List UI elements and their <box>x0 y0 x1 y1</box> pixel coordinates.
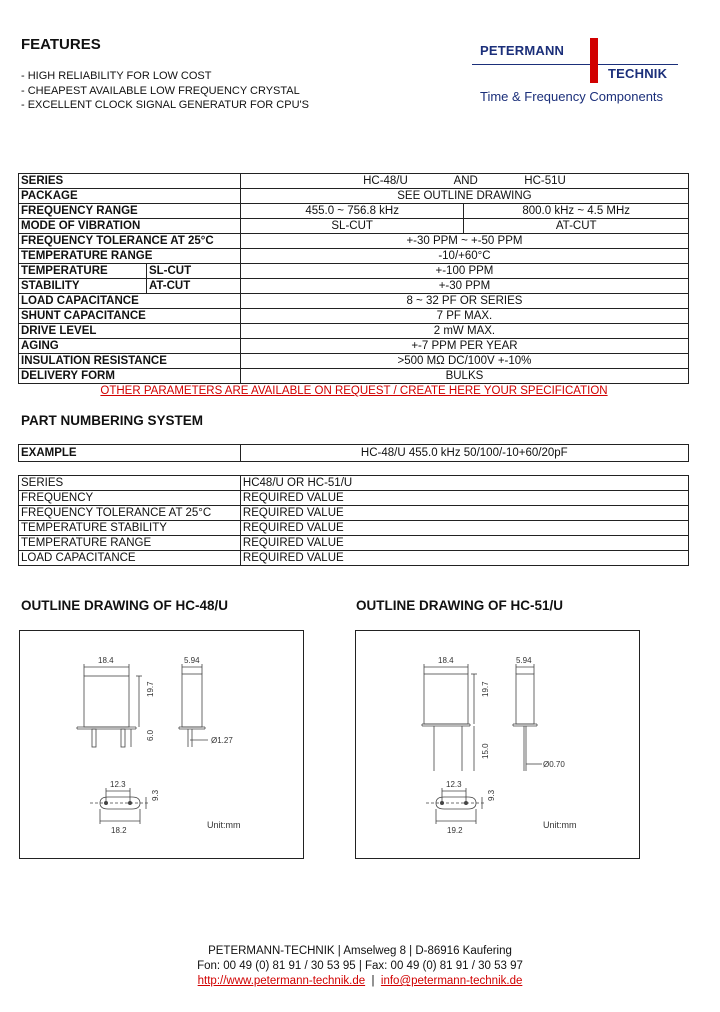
series-value: HC-48/U AND HC-51U <box>240 174 688 189</box>
table-row: MODE OF VIBRATION SL-CUT AT-CUT <box>19 219 689 234</box>
spec-table <box>18 173 689 384</box>
table-row <box>19 174 689 189</box>
dim-pitch: 12.3 <box>446 780 462 789</box>
table-row: DELIVERY FORM BULKS <box>19 369 689 384</box>
dim-foot-d: 9.3 <box>487 789 496 801</box>
logo-rule <box>472 64 678 65</box>
table-row: FREQUENCY TOLERANCE AT 25°C +-30 PPM ~ +-50 PPM <box>19 234 689 249</box>
outline-48-title: OUTLINE DRAWING OF HC-48/U <box>21 598 229 613</box>
table-row: FREQUENCY REQUIRED VALUE <box>19 491 689 506</box>
website-link[interactable]: http://www.petermann-technik.de <box>197 975 366 987</box>
request-link[interactable]: OTHER PARAMETERS ARE AVAILABLE ON REQUEST / CREATE HERE YOUR SPECIFICATION <box>100 385 608 397</box>
part-numbering-title: PART NUMBERING SYSTEM <box>21 413 204 428</box>
dim-foot-w: 19.2 <box>447 826 463 835</box>
logo-right-word: TECHNIK <box>608 66 668 81</box>
table-row: TEMPERATURE RANGE -10/+60°C <box>19 249 689 264</box>
dim-foot-w: 18.2 <box>111 826 127 835</box>
table-row: EXAMPLE HC-48/U 455.0 kHz 50/100/-10+60/20pF <box>19 445 689 462</box>
dim-foot-d: 9.3 <box>151 789 160 801</box>
feature-item: - EXCELLENT CLOCK SIGNAL GENERATUR FOR CPU'S <box>21 99 309 111</box>
table-row: SHUNT CAPACITANCE 7 PF MAX. <box>19 309 689 324</box>
outline-48-drawing <box>19 630 304 859</box>
table-row: DRIVE LEVEL 2 mW MAX. <box>19 324 689 339</box>
table-row: TEMPERATURE STABILITY REQUIRED VALUE <box>19 521 689 536</box>
table-row: FREQUENCY TOLERANCE AT 25°C REQUIRED VALUE <box>19 506 689 521</box>
logo-left-word: PETERMANN <box>480 43 565 58</box>
footer-contact: Fon: 00 49 (0) 81 91 / 30 53 95 | Fax: 00 49 (0) 81 91 / 30 53 97 <box>197 960 523 972</box>
part-number-table <box>18 475 689 566</box>
dim-w: 18.4 <box>98 656 114 665</box>
feature-item: - CHEAPEST AVAILABLE LOW FREQUENCY CRYSTAL <box>21 84 300 97</box>
row-label: SERIES <box>19 174 241 189</box>
table-row: AGING +-7 PPM PER YEAR <box>19 339 689 354</box>
dim-h: 19.7 <box>481 681 490 697</box>
dim-d: 5.94 <box>184 656 200 665</box>
features-list <box>21 69 309 113</box>
table-row: LOAD CAPACITANCE REQUIRED VALUE <box>19 551 689 566</box>
dim-pin: Ø0.70 <box>543 760 565 769</box>
unit-label: Unit:mm <box>543 820 577 830</box>
email-link[interactable]: info@petermann-technik.de <box>380 975 523 987</box>
table-row: STABILITY AT-CUT +-30 PPM <box>19 279 689 294</box>
table-row: LOAD CAPACITANCE 8 ~ 32 PF OR SERIES <box>19 294 689 309</box>
dim-h: 19.7 <box>146 681 155 697</box>
table-row: PACKAGE SEE OUTLINE DRAWING <box>19 189 689 204</box>
dim-pin: Ø1.27 <box>211 736 233 745</box>
footer-links <box>0 975 720 987</box>
dim-lead: 15.0 <box>481 743 490 759</box>
hc48-drawing-svg <box>20 631 303 858</box>
outline-51-title: OUTLINE DRAWING OF HC-51/U <box>356 598 564 613</box>
dim-d: 5.94 <box>516 656 532 665</box>
logo-tagline: Time & Frequency Components <box>480 89 664 104</box>
table-row: SERIES HC48/U OR HC-51/U <box>19 476 689 491</box>
dim-lead: 6.0 <box>146 729 155 741</box>
example-table <box>18 444 689 462</box>
footer-separator: | <box>365 975 381 987</box>
company-logo <box>472 38 688 108</box>
feature-item: - HIGH RELIABILITY FOR LOW COST <box>21 70 212 82</box>
table-row: FREQUENCY RANGE 455.0 ~ 756.8 kHz 800.0 kHz ~ 4.5 MHz <box>19 204 689 219</box>
table-row: INSULATION RESISTANCE >500 MΩ DC/100V +-10% <box>19 354 689 369</box>
hc51-drawing-svg <box>356 631 639 858</box>
dim-pitch: 12.3 <box>110 780 126 789</box>
unit-label: Unit:mm <box>207 820 241 830</box>
table-row: TEMPERATURE RANGE REQUIRED VALUE <box>19 536 689 551</box>
dim-w: 18.4 <box>438 656 454 665</box>
footer-address: PETERMANN-TECHNIK | Amselweg 8 | D-86916 Kaufering <box>208 945 512 957</box>
logo-bar <box>590 38 598 83</box>
features-title: FEATURES <box>21 36 101 53</box>
outline-51-drawing <box>355 630 640 859</box>
table-row: TEMPERATURE SL-CUT +-100 PPM <box>19 264 689 279</box>
